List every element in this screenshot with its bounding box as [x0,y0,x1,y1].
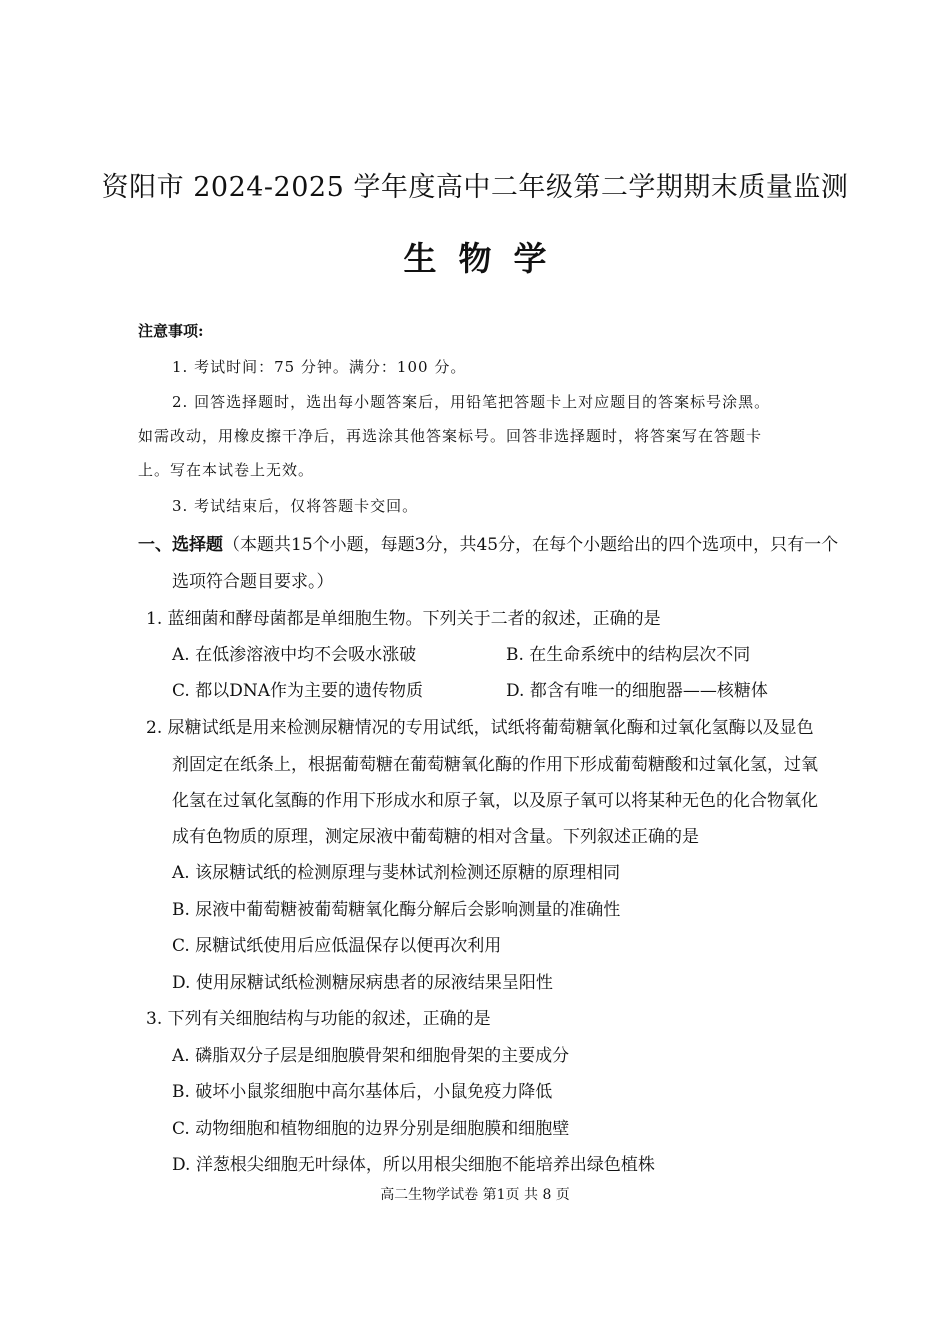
question-3-stem: 3. 下列有关细胞结构与功能的叙述，正确的是 [146,1009,491,1029]
section-description-line-2: 选项符合题目要求。） [172,572,334,592]
notice-item-1: 1. 考试时间：75 分钟。满分：100 分。 [172,358,467,376]
question-1-option-a: A. 在低渗溶液中均不会吸水涨破 [172,645,417,665]
question-2-option-a: A. 该尿糖试纸的检测原理与斐林试剂检测还原糖的原理相同 [172,863,621,883]
question-2-option-d: D. 使用尿糖试纸检测糖尿病患者的尿液结果呈阳性 [172,973,553,993]
question-1-option-d: D. 都含有唯一的细胞器——核糖体 [506,681,768,701]
subject-title: 生物学 [403,239,569,278]
question-2-stem-line-4: 成有色物质的原理，测定尿液中葡萄糖的相对含量。下列叙述正确的是 [172,827,699,847]
question-1-stem: 1. 蓝细菌和酵母菌都是单细胞生物。下列关于二者的叙述，正确的是 [146,609,661,629]
question-2-option-c: C. 尿糖试纸使用后应低温保存以便再次利用 [172,936,502,956]
question-1-option-b: B. 在生命系统中的结构层次不同 [506,645,751,665]
page-title: 资阳市 2024-2025 学年度高中二年级第二学期期末质量监测 [101,172,849,203]
notice-item-2-line-1: 2. 回答选择题时，选出每小题答案后，用铅笔把答题卡上对应题目的答案标号涂黑。 [172,393,771,411]
question-3-option-b: B. 破坏小鼠浆细胞中高尔基体后，小鼠免疫力降低 [172,1082,553,1102]
section-heading [138,530,838,555]
notice-heading: 注意事项: [138,322,204,340]
section-description: （本题共15个小题，每题3分，共45分，在每个小题给出的四个选项中，只有一个 [223,535,839,555]
question-2-stem-line-3: 化氢在过氧化氢酶的作用下形成水和原子氧，以及原子氧可以将某种无色的化合物氧化 [172,791,818,811]
page-footer: 高二生物学试卷 第1页 共 8 页 [380,1187,570,1203]
notice-item-2-line-2: 如需改动，用橡皮擦干净后，再选涂其他答案标号。回答非选择题时，将答案写在答题卡 [138,427,763,445]
question-1-option-c: C. 都以DNA作为主要的遗传物质 [172,681,423,701]
question-2-stem-line-2: 剂固定在纸条上，根据葡萄糖在葡萄糖氧化酶的作用下形成葡萄糖酸和过氧化氢，过氧 [172,755,818,775]
question-3-option-c: C. 动物细胞和植物细胞的边界分别是细胞膜和细胞壁 [172,1119,570,1139]
question-3-option-a: A. 磷脂双分子层是细胞膜骨架和细胞骨架的主要成分 [172,1046,570,1066]
question-2-option-b: B. 尿液中葡萄糖被葡萄糖氧化酶分解后会影响测量的准确性 [172,900,621,920]
notice-item-2-line-3: 上。写在本试卷上无效。 [138,461,315,479]
question-3-option-d: D. 洋葱根尖细胞无叶绿体，所以用根尖细胞不能培养出绿色植株 [172,1155,655,1175]
question-2-stem-line-1: 2. 尿糖试纸是用来检测尿糖情况的专用试纸，试纸将葡萄糖氧化酶和过氧化氢酶以及显色 [146,718,814,738]
notice-item-3: 3. 考试结束后，仅将答题卡交回。 [172,497,419,515]
section-label: 一、选择题 [138,535,223,555]
